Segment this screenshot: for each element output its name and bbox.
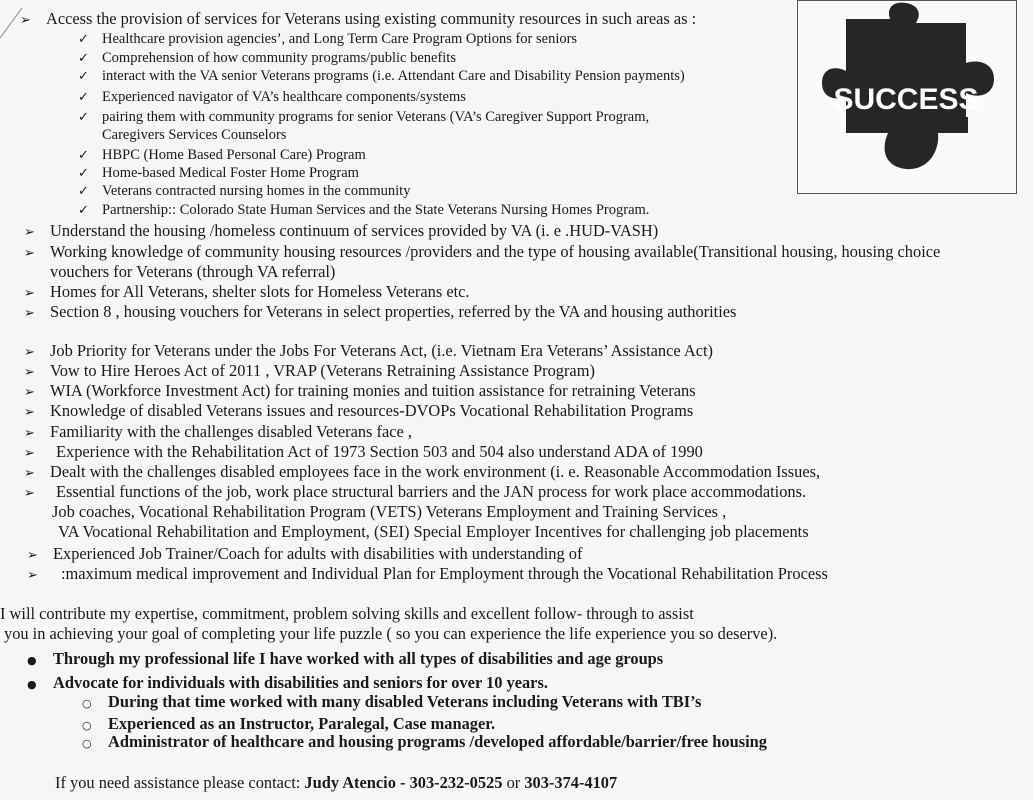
contact-separator: - [395, 773, 410, 792]
dot-item [27, 651, 663, 667]
contact-phone-primary: 303-232-0525 [409, 773, 503, 792]
housing-text: Section 8 , housing vouchers for Veterans in select properties, referred by the VA and housing authorities [50, 302, 737, 321]
employment-text: Experienced Job Trainer/Coach for adults with disabilities with understanding of [53, 544, 583, 563]
arrow-bullet-icon: ➢ [24, 246, 35, 261]
main-bullet-text: Access the provision of services for Veterans using existing community resources in such areas as : [46, 9, 697, 28]
housing-text: Homes for All Veterans, shelter slots for Homeless Veterans etc. [50, 282, 470, 301]
check-item [78, 148, 366, 163]
arrow-bullet-icon: ➢ [24, 225, 35, 240]
check-text: Comprehension of how community programs/public benefits [102, 50, 456, 66]
employment-item [24, 424, 412, 440]
employment-text: Vow to Hire Heroes Act of 2011 , VRAP (Veterans Retraining Assistance Program) [50, 361, 595, 380]
arrow-bullet-icon: ➢ [27, 548, 38, 563]
arrow-bullet-icon: ➢ [24, 466, 35, 481]
contact-line [55, 775, 617, 791]
arrow-bullet-icon: ➢ [24, 426, 35, 441]
employment-item [27, 546, 582, 562]
dot-text: Through my professional life I have worked with all types of disabilities and age groups [53, 649, 664, 668]
check-icon: ✓ [78, 69, 89, 84]
check-item [78, 90, 466, 105]
check-text: interact with the VA senior Veterans programs (i.e. Attendant Care and Disability Pension payments) [102, 68, 685, 84]
employment-item-continued [58, 524, 809, 540]
check-text: Caregivers Services Counselors [102, 127, 287, 143]
arrow-bullet-icon: ➢ [24, 405, 35, 420]
contact-phone-secondary: 303-374-4107 [524, 773, 618, 792]
employment-item [24, 484, 806, 500]
circle-bullet-icon: ○ [82, 697, 92, 710]
check-item [78, 51, 456, 66]
contribution-line: I will contribute my expertise, commitment, problem solving skills and excellent follow- through to assist [0, 604, 694, 623]
circle-item [82, 734, 767, 750]
housing-text: vouchers for Veterans (through VA referral) [50, 262, 336, 281]
arrow-bullet-icon: ➢ [24, 306, 35, 321]
employment-text: Familiarity with the challenges disabled Veterans face , [50, 422, 412, 441]
check-icon: ✓ [78, 203, 89, 218]
employment-item [27, 566, 828, 582]
check-icon: ✓ [78, 90, 89, 105]
arrow-bullet-icon: ➢ [24, 385, 35, 400]
dot-text: Advocate for individuals with disabilities and seniors for over 10 years. [53, 673, 548, 692]
check-icon: ✓ [78, 110, 89, 125]
check-item-continued [102, 128, 286, 143]
circle-bullet-icon: ○ [82, 737, 92, 750]
check-item [78, 203, 649, 218]
arrow-bullet-icon: ➢ [20, 13, 31, 28]
contribution-line: you in achieving your goal of completing your life puzzle ( so you can experience the life experience you so deserve). [4, 624, 778, 643]
employment-item [24, 383, 696, 399]
check-text: Veterans contracted nursing homes in the community [102, 183, 411, 199]
contact-or: or [502, 773, 525, 792]
logo-text: SUCCESS [833, 83, 979, 116]
circle-item [82, 694, 701, 710]
contact-prefix: If you need assistance please contact: [55, 773, 305, 792]
arrow-bullet-icon: ➢ [24, 486, 35, 501]
dot-bullet-icon: ● [27, 654, 37, 667]
arrow-bullet-icon: ➢ [24, 365, 35, 380]
check-text: Healthcare provision agencies’, and Long Term Care Program Options for seniors [102, 31, 578, 47]
check-text: Partnership:: Colorado State Human Services and the State Veterans Nursing Homes Program. [102, 202, 650, 218]
housing-item [24, 223, 658, 239]
check-icon: ✓ [78, 32, 89, 47]
employment-item-continued [52, 504, 726, 520]
check-text: Home-based Medical Foster Home Program [102, 165, 359, 181]
employment-item [24, 403, 693, 419]
employment-item [24, 464, 820, 480]
circle-bullet-icon: ○ [82, 719, 92, 732]
employment-text: :maximum medical improvement and Individual Plan for Employment through the Vocational Rehabilitation Process [61, 564, 828, 583]
arrow-bullet-icon: ➢ [27, 568, 38, 583]
employment-item [24, 444, 703, 460]
employment-text: Knowledge of disabled Veterans issues and resources-DVOPs Vocational Rehabilitation Programs [50, 401, 694, 420]
circle-text: Experienced as an Instructor, Paralegal, Case manager. [108, 714, 496, 733]
contact-name: Judy Atencio [304, 773, 396, 792]
employment-text: WIA (Workforce Investment Act) for training monies and tuition assistance for retraining Veterans [50, 381, 696, 400]
employment-text: Job coaches, Vocational Rehabilitation Program (VETS) Veterans Employment and Training Services , [52, 502, 727, 521]
check-icon: ✓ [78, 51, 89, 66]
housing-text: Working knowledge of community housing resources /providers and the type of housing available(Transitional housing, housing choice [50, 242, 941, 261]
employment-text: Experience with the Rehabilitation Act of 1973 Section 503 and 504 also understand ADA of 1990 [56, 442, 703, 461]
success-logo [797, 0, 1017, 194]
main-bullet [20, 11, 696, 27]
check-item [78, 32, 577, 47]
check-item [78, 110, 649, 125]
housing-item [24, 284, 470, 300]
housing-item-continued [50, 264, 335, 280]
employment-text: VA Vocational Rehabilitation and Employment, (SEI) Special Employer Incentives for challenging job placements [58, 522, 809, 541]
check-item [78, 184, 410, 199]
employment-item [24, 343, 713, 359]
employment-text: Dealt with the challenges disabled employees face in the work environment (i. e. Reasonable Accommodation Issues, [50, 462, 821, 481]
circle-item [82, 716, 495, 732]
housing-item [24, 244, 940, 260]
check-icon: ✓ [78, 184, 89, 199]
employment-text: Job Priority for Veterans under the Jobs For Veterans Act, (i.e. Vietnam Era Veterans’ Assistance Act) [50, 341, 713, 360]
check-icon: ✓ [78, 148, 89, 163]
check-icon: ✓ [78, 166, 89, 181]
check-item [78, 166, 359, 181]
dot-item [27, 675, 548, 691]
housing-text: Understand the housing /homeless continuum of services provided by VA (i. e .HUD-VASH) [50, 221, 659, 240]
arrow-bullet-icon: ➢ [24, 446, 35, 461]
check-text: HBPC (Home Based Personal Care) Program [102, 147, 366, 163]
arrow-bullet-icon: ➢ [24, 286, 35, 301]
check-text: Experienced navigator of VA’s healthcare components/systems [102, 89, 466, 105]
housing-item [24, 304, 736, 320]
employment-item [24, 363, 595, 379]
circle-text: Administrator of healthcare and housing programs /developed affordable/barrier/free housing [108, 732, 767, 751]
circle-text: During that time worked with many disabled Veterans including Veterans with TBI’s [108, 692, 702, 711]
check-text: pairing them with community programs for senior Veterans (VA’s Caregiver Support Program, [102, 109, 650, 125]
arrow-bullet-icon: ➢ [24, 345, 35, 360]
dot-bullet-icon: ● [27, 678, 37, 691]
employment-text: Essential functions of the job, work place structural barriers and the JAN process for work place accommodations. [56, 482, 807, 501]
check-item [78, 69, 685, 84]
puzzle-piece-icon [798, 1, 1016, 193]
